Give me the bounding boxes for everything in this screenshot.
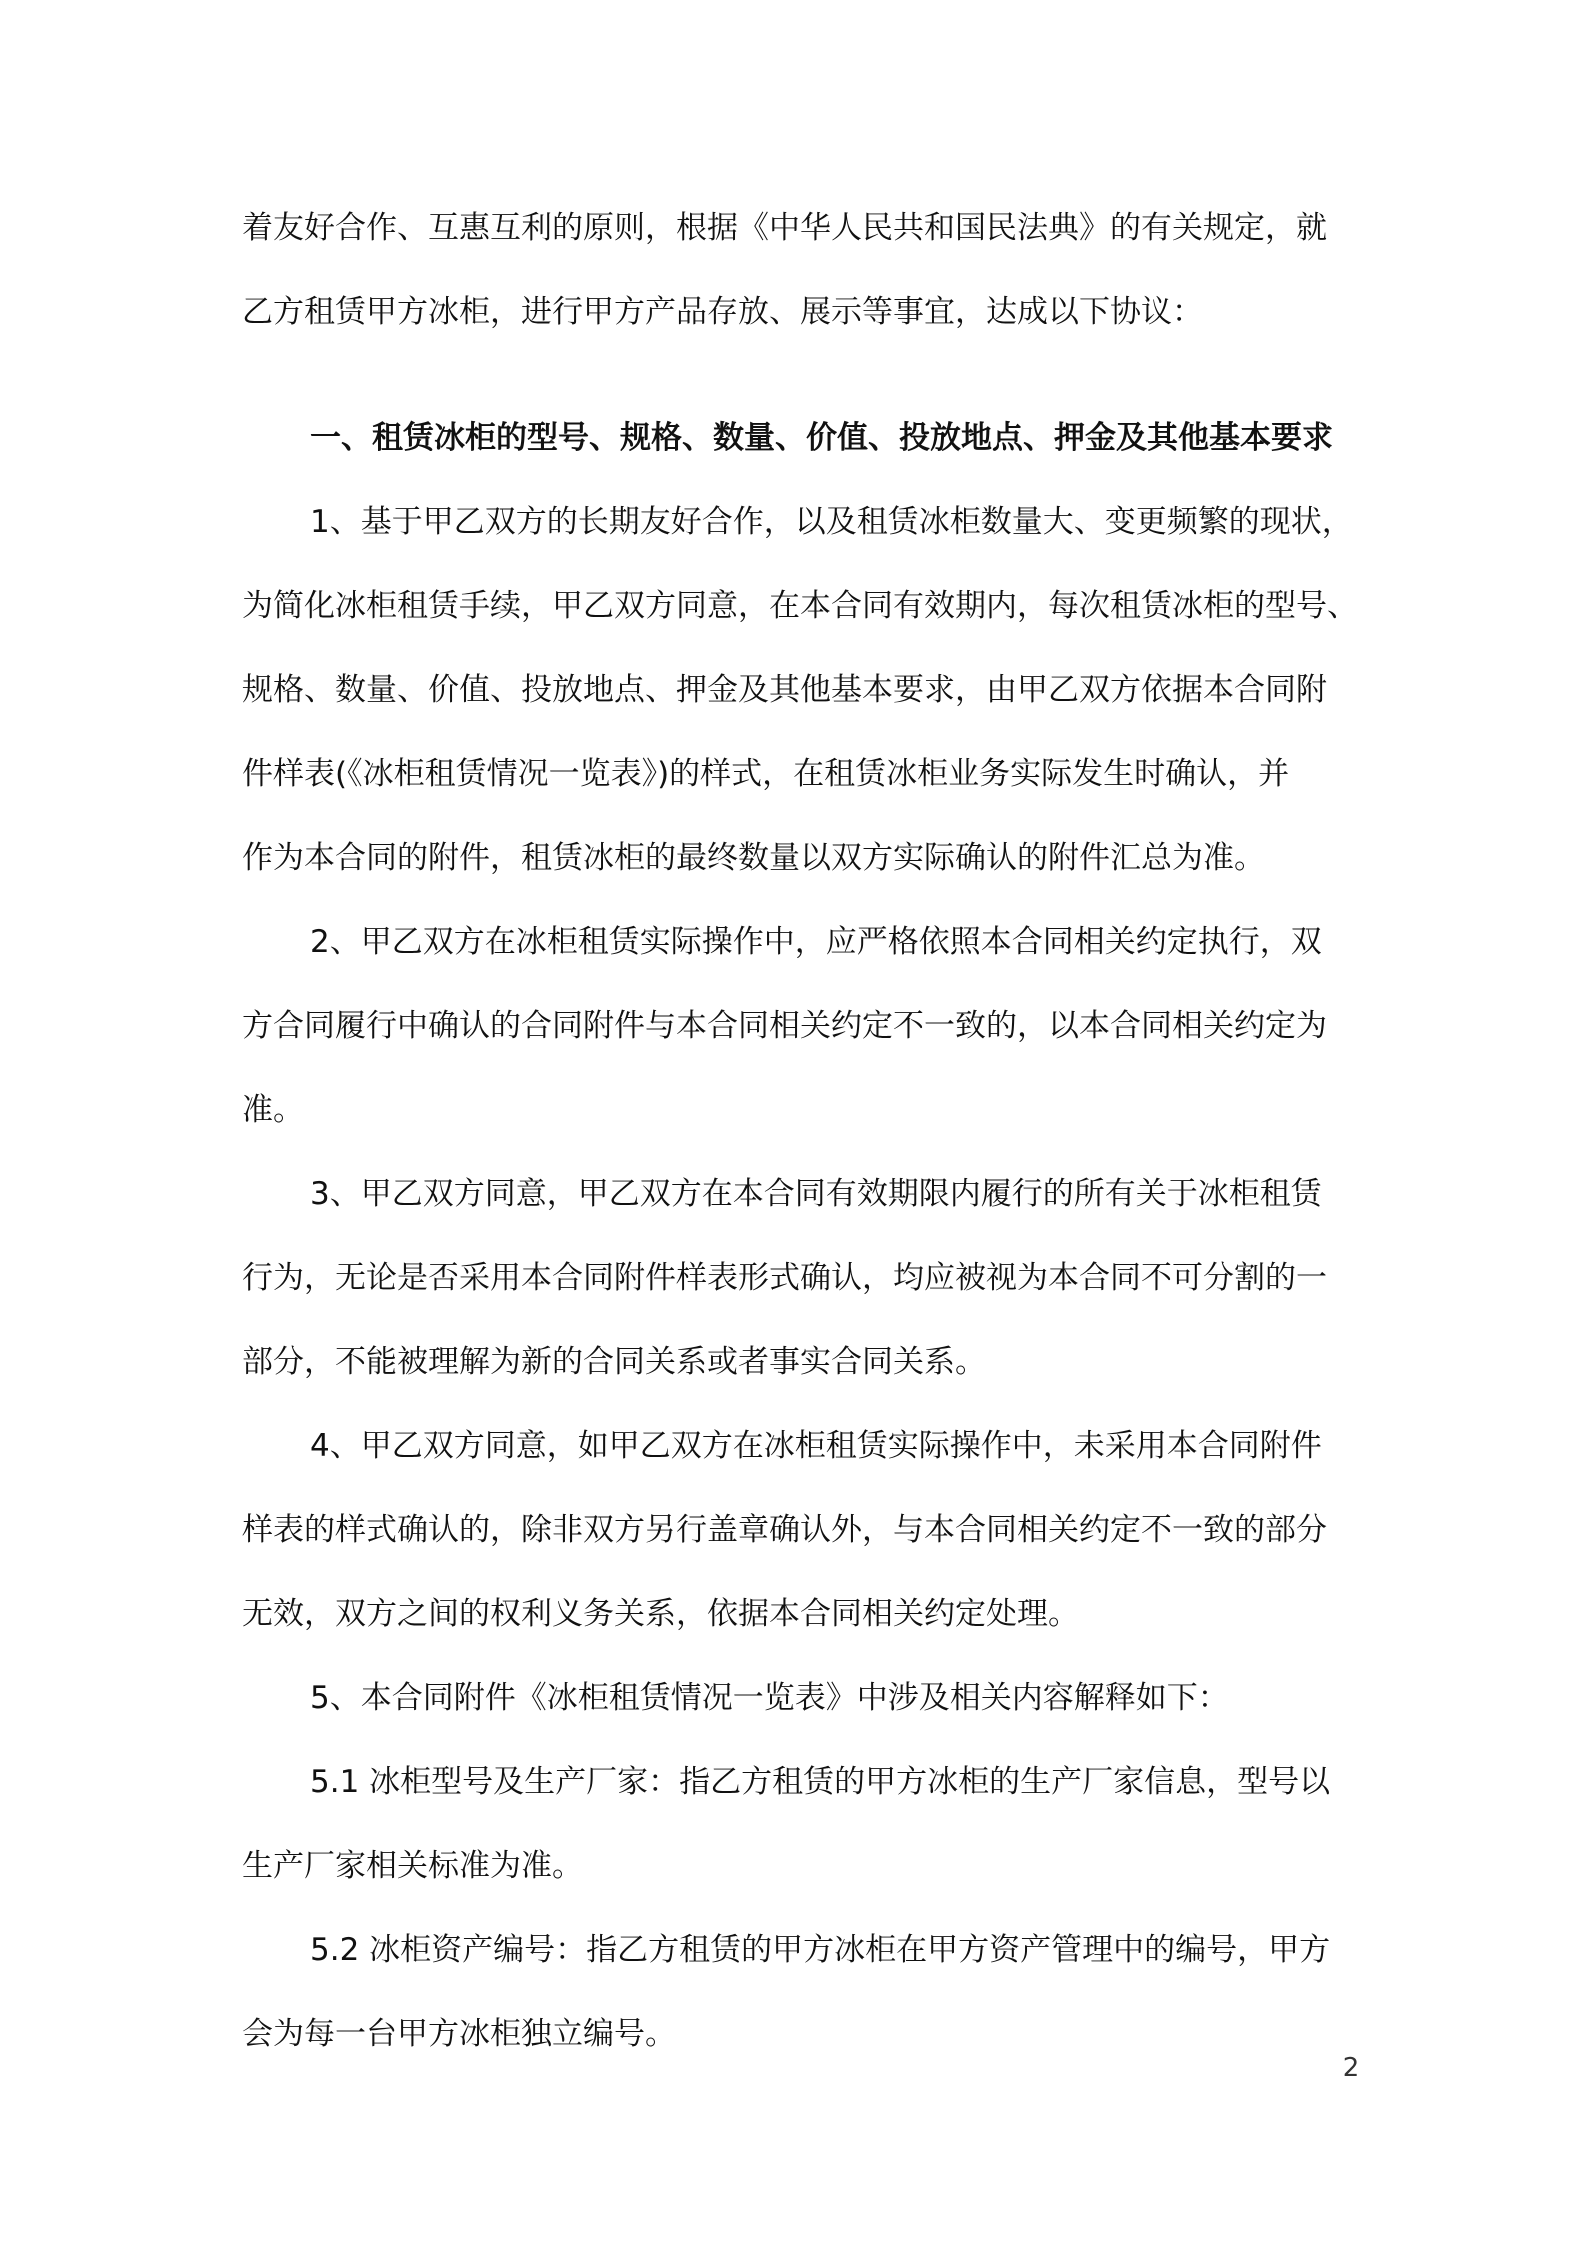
clause-5-2-line-2: 会为每一台甲方冰柜独立编号。 [242,2016,676,2052]
clause-1-line-2: 为简化冰柜租赁手续，甲乙双方同意，在本合同有效期内，每次租赁冰柜的型号、 [242,588,1358,624]
clause-3-line-1: 3、甲乙双方同意，甲乙双方在本合同有效期限内履行的所有关于冰柜租赁 [310,1176,1322,1212]
clause-5-1-line-2: 生产厂家相关标准为准。 [242,1848,583,1884]
clause-2-line-1: 2、甲乙双方在冰柜租赁实际操作中，应严格依照本合同相关约定执行，双 [310,924,1322,960]
clause-1-line-4: 件样表(《冰柜租赁情况一览表》)的样式，在租赁冰柜业务实际发生时确认，并 [242,756,1290,792]
clause-2-line-3: 准。 [242,1092,304,1128]
clause-1-line-1: 1、基于甲乙双方的长期友好合作，以及租赁冰柜数量大、变更频繁的现状， [310,504,1353,540]
page-number: 2 [1342,2053,1360,2083]
clause-5-1-line-1: 5.1 冰柜型号及生产厂家：指乙方租赁的甲方冰柜的生产厂家信息，型号以 [310,1764,1331,1800]
clause-2-line-2: 方合同履行中确认的合同附件与本合同相关约定不一致的，以本合同相关约定为 [242,1008,1327,1044]
intro-line-2: 乙方租赁甲方冰柜，进行甲方产品存放、展示等事宜，达成以下协议： [242,294,1203,330]
clause-3-line-3: 部分，不能被理解为新的合同关系或者事实合同关系。 [242,1344,986,1380]
clause-1-line-3: 规格、数量、价值、投放地点、押金及其他基本要求，由甲乙双方依据本合同附 [242,672,1327,708]
clause-5-2-line-1: 5.2 冰柜资产编号：指乙方租赁的甲方冰柜在甲方资产管理中的编号，甲方 [310,1932,1331,1968]
intro-line-1: 着友好合作、互惠互利的原则，根据《中华人民共和国民法典》的有关规定，就 [242,210,1327,246]
clause-4-line-3: 无效，双方之间的权利义务关系，依据本合同相关约定处理。 [242,1596,1079,1632]
clause-3-line-2: 行为，无论是否采用本合同附件样表形式确认，均应被视为本合同不可分割的一 [242,1260,1327,1296]
clause-4-line-2: 样表的样式确认的，除非双方另行盖章确认外，与本合同相关约定不一致的部分 [242,1512,1327,1548]
section-heading: 一、租赁冰柜的型号、规格、数量、价值、投放地点、押金及其他基本要求 [310,420,1333,456]
clause-5-line-1: 5、本合同附件《冰柜租赁情况一览表》中涉及相关内容解释如下： [310,1680,1229,1716]
clause-4-line-1: 4、甲乙双方同意，如甲乙双方在冰柜租赁实际操作中，未采用本合同附件 [310,1428,1322,1464]
clause-1-line-5: 作为本合同的附件，租赁冰柜的最终数量以双方实际确认的附件汇总为准。 [242,840,1265,876]
